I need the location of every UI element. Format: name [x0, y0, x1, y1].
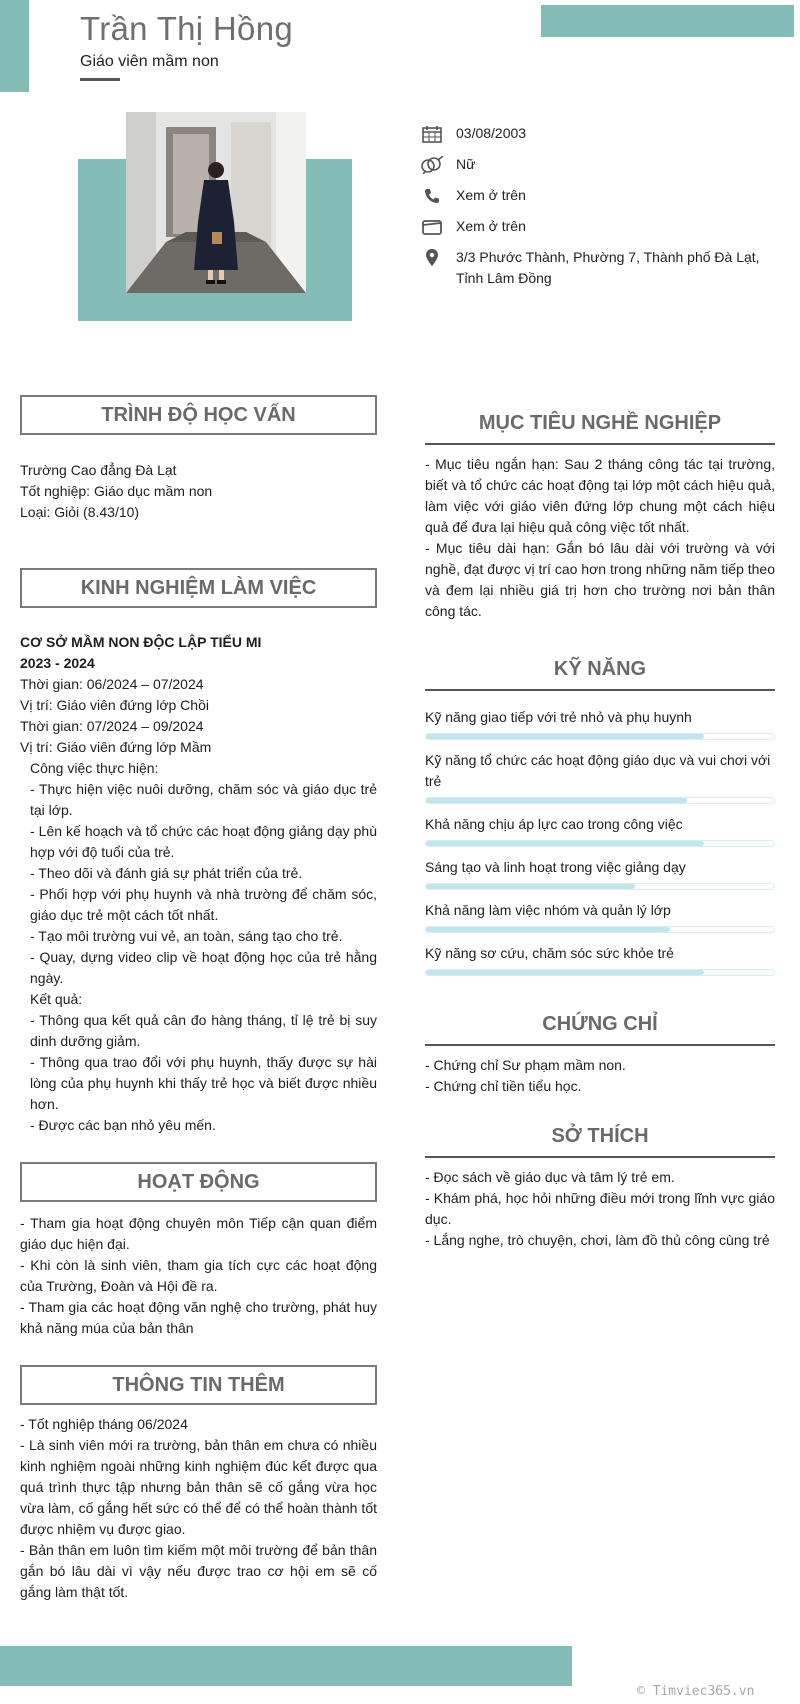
section-title-certificates: CHỨNG CHỈ — [425, 1013, 775, 1046]
result-item: - Được các bạn nhỏ yêu mến. — [30, 1117, 216, 1133]
skill-bar — [425, 840, 775, 847]
skill-bar-fill — [426, 734, 704, 739]
info-address — [420, 247, 786, 289]
skill-bar — [425, 926, 775, 933]
section-title-additional: THÔNG TIN THÊM — [20, 1365, 377, 1405]
section-title-skills: KỸ NĂNG — [425, 658, 775, 691]
additional-item: - Là sinh viên mới ra trường, bản thân em chưa có nhiều kinh nghiệm ngoài những kinh nghiệm đúc kết được qua quá trình thực tập nhưng bản thân sẽ cố gắng vừa học vừa làm, cố gắng hết sức có thể để có thể hoàn thành tốt được nhiệm vụ được giao. — [20, 1437, 377, 1537]
work-period: 2023 - 2024 — [20, 655, 95, 671]
skill-label: Khả năng chịu áp lực cao trong công việc — [425, 816, 683, 832]
task-item: - Theo dõi và đánh giá sự phát triển của trẻ. — [30, 865, 303, 881]
task-item: - Lên kế hoạch và tổ chức các hoạt động giảng dạy phù hợp với độ tuổi của trẻ. — [30, 823, 377, 860]
info-value: 3/3 Phước Thành, Phường 7, Thành phố Đà Lạt, Tỉnh Lâm Đồng — [456, 249, 760, 286]
task-item: - Quay, dựng video clip về hoạt động học của trẻ hằng ngày. — [30, 949, 377, 986]
skill-label: Khả năng làm việc nhóm và quản lý lớp — [425, 902, 671, 918]
result-item: - Thông qua trao đổi với phụ huynh, thấy được sự hài lòng của phụ huynh khi thấy trẻ học và biết được nhiều hơn. — [30, 1054, 377, 1112]
objective-content — [425, 454, 775, 622]
profile-photo — [126, 112, 306, 293]
experience-detail: Vị trí: Giáo viên đứng lớp Mầm — [20, 739, 212, 755]
job-title: Giáo viên mầm non — [80, 53, 219, 70]
experience-detail: Thời gian: 06/2024 – 07/2024 — [20, 676, 204, 692]
info-dob — [420, 123, 786, 144]
hobby-item: - Lắng nghe, trò chuyện, chơi, làm đồ thủ công cùng trẻ — [425, 1232, 770, 1248]
skill-label: Kỹ năng tổ chức các hoạt động giáo dục và vui chơi với trẻ — [425, 752, 771, 789]
activity-item: - Tham gia các hoạt động văn nghệ cho trường, phát huy khả năng múa của bản thân — [20, 1299, 377, 1336]
skill-item — [425, 814, 775, 847]
info-value: Xem ở trên — [456, 187, 526, 203]
certificate-item: - Chứng chỉ tiền tiểu học. — [425, 1078, 582, 1094]
results-heading: Kết quả: — [30, 991, 83, 1007]
education-line: Loại: Giỏi (8.43/10) — [20, 504, 140, 520]
activity-item: - Khi còn là sinh viên, tham gia tích cực các hoạt động của Trường, Đoàn và Hội đề ra. — [20, 1257, 377, 1294]
experience-detail: Thời gian: 07/2024 – 09/2024 — [20, 718, 204, 734]
skill-bar-fill — [426, 841, 704, 846]
skill-bar — [425, 969, 775, 976]
additional-item: - Tốt nghiệp tháng 06/2024 — [20, 1416, 188, 1432]
phone-icon — [420, 185, 444, 206]
objective-item: - Mục tiêu dài hạn: Gắn bó lâu dài với trường và với nghề, đạt được vị trí cao hơn trong những năm tiếp theo và đem lại nhiều giá trị hơn cho trường nơi bản thân công tác. — [425, 540, 775, 619]
site-watermark: © Timviec365.vn — [637, 1684, 755, 1699]
section-title-education: TRÌNH ĐỘ HỌC VẤN — [20, 395, 377, 435]
objective-item: - Mục tiêu ngắn hạn: Sau 2 tháng công tác tại trường, biết và tổ chức các hoạt động tại lớp một cách hiệu quả, làm việc với giáo viên đứng lớp chung một cách hiệu quả để đưa lại hiệu quả công việc tốt nhất. — [425, 456, 775, 535]
skill-item — [425, 943, 775, 976]
task-item: - Phối hợp với phụ huynh và nhà trường để chăm sóc, giáo dục trẻ một cách tốt nhất. — [30, 886, 377, 923]
hobbies-content — [425, 1167, 775, 1251]
candidate-name: Trần Thị Hồng — [80, 10, 294, 47]
skill-item — [425, 857, 775, 890]
section-title-hobbies: SỞ THÍCH — [425, 1125, 775, 1158]
certificate-item: - Chứng chỉ Sư phạm mầm non. — [425, 1057, 626, 1073]
education-line: Trường Cao đẳng Đà Lạt — [20, 462, 177, 478]
info-gender — [420, 154, 786, 175]
experience-detail: Vị trí: Giáo viên đứng lớp Chồi — [20, 697, 209, 713]
education-content — [20, 460, 377, 523]
section-title-activities: HOẠT ĐỘNG — [20, 1162, 377, 1202]
education-line: Tốt nghiệp: Giáo dục mầm non — [20, 483, 213, 499]
portrait-illustration — [126, 112, 306, 293]
section-title-objective: MỤC TIÊU NGHỀ NGHIỆP — [425, 412, 775, 445]
gender-icon — [420, 154, 444, 175]
calendar-icon — [420, 123, 444, 144]
skill-bar — [425, 797, 775, 804]
skill-bar — [425, 883, 775, 890]
title-underline — [80, 78, 120, 81]
decor-corner-block — [0, 0, 29, 92]
info-email — [420, 216, 786, 237]
skill-bar-fill — [426, 927, 670, 932]
task-item: - Thực hiện việc nuôi dưỡng, chăm sóc và giáo dục trẻ tại lớp. — [30, 781, 377, 818]
decor-top-bar — [541, 5, 794, 37]
info-value: 03/08/2003 — [456, 125, 527, 141]
experience-content — [20, 632, 377, 1136]
activities-content — [20, 1213, 377, 1339]
additional-content — [20, 1414, 377, 1603]
skill-label: Kỹ năng giao tiếp với trẻ nhỏ và phụ huynh — [425, 709, 692, 725]
skill-label: Sáng tạo và linh hoạt trong việc giảng dạy — [425, 859, 686, 875]
location-icon — [420, 247, 444, 268]
company-name: CƠ SỞ MẦM NON ĐỘC LẬP TIỂU MI — [20, 634, 262, 650]
hobby-item: - Đọc sách về giáo dục và tâm lý trẻ em. — [425, 1169, 675, 1185]
skill-item — [425, 900, 775, 933]
task-item: - Tạo môi trường vui vẻ, an toàn, sáng tạo cho trẻ. — [30, 928, 343, 944]
skill-label: Kỹ năng sơ cứu, chăm sóc sức khỏe trẻ — [425, 945, 674, 961]
activity-item: - Tham gia hoạt động chuyên môn Tiếp cận quan điểm giáo dục hiện đại. — [20, 1215, 377, 1252]
hobby-item: - Khám phá, học hỏi những điều mới trong lĩnh vực giáo dục. — [425, 1190, 775, 1227]
decor-bottom-bar — [0, 1646, 572, 1686]
skill-item — [425, 707, 775, 740]
skill-item — [425, 750, 775, 804]
skill-bar-fill — [426, 798, 687, 803]
info-value: Xem ở trên — [456, 218, 526, 234]
additional-item: - Bản thân em luôn tìm kiếm một môi trường để bản thân gắn bó lâu dài vì vậy nếu được trao cơ hội em sẽ cố gắng làm thật tốt. — [20, 1542, 377, 1600]
result-item: - Thông qua kết quả cân đo hàng tháng, tỉ lệ trẻ bị suy dinh dưỡng giảm. — [30, 1012, 377, 1049]
info-phone — [420, 185, 786, 206]
tasks-heading: Công việc thực hiện: — [30, 760, 159, 776]
info-value: Nữ — [456, 156, 476, 172]
skill-bar-fill — [426, 970, 704, 975]
skill-bar-fill — [426, 884, 635, 889]
section-title-experience: KINH NGHIỆM LÀM VIỆC — [20, 568, 377, 608]
skill-bar — [425, 733, 775, 740]
email-icon — [420, 216, 444, 237]
certificates-content — [425, 1055, 775, 1097]
